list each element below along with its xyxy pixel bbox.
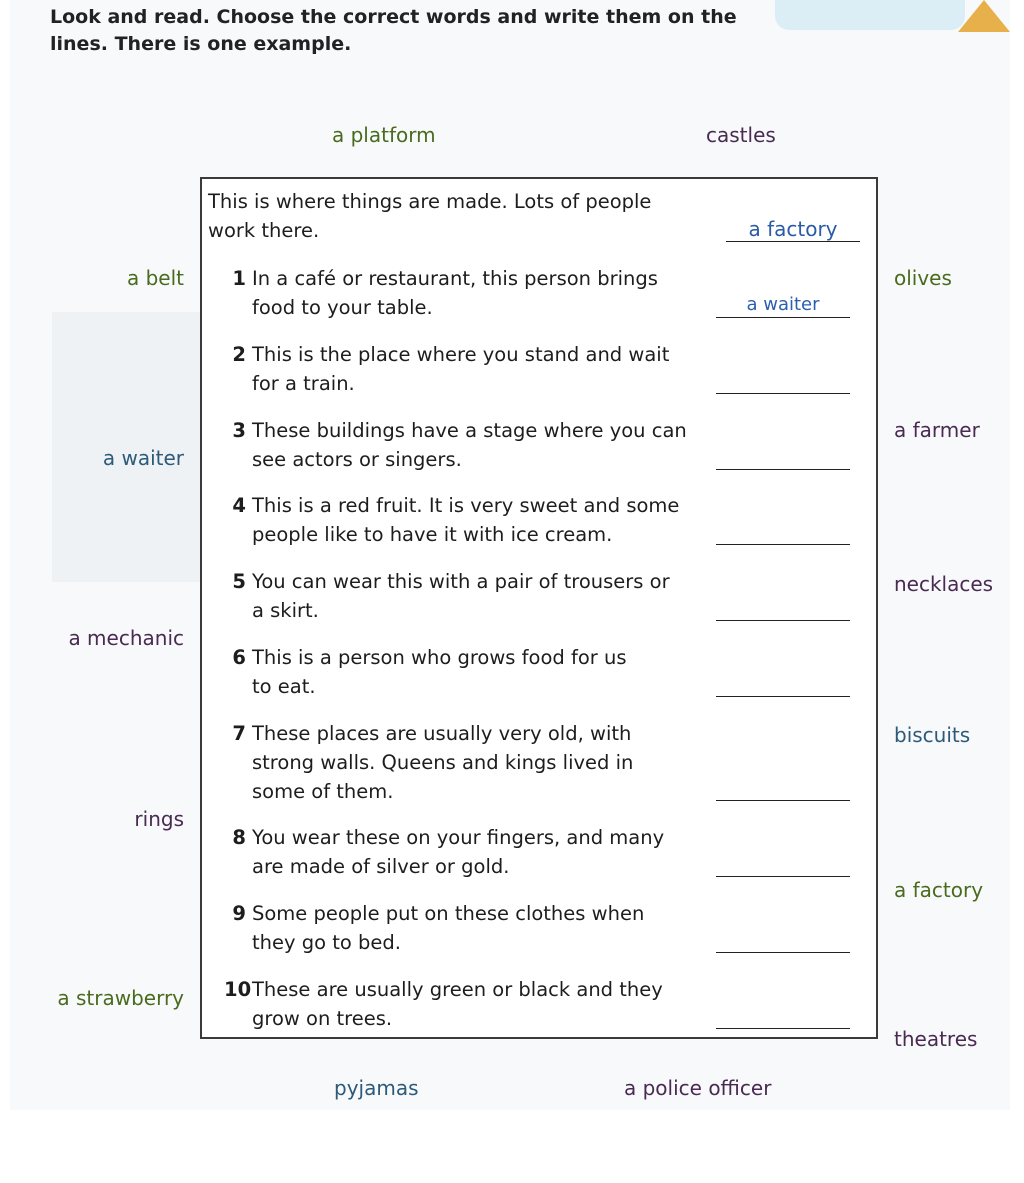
question-line: This is a person who grows food for us — [252, 646, 627, 669]
word-a-strawberry: a strawberry — [57, 986, 184, 1010]
question-line: strong walls. Queens and kings lived in — [252, 751, 634, 774]
question-line: You wear these on your fingers, and many — [252, 826, 665, 849]
question-number: 2 — [232, 343, 246, 366]
question-7 — [232, 719, 634, 806]
answer-field-3[interactable] — [716, 445, 850, 470]
example-line-1: This is where things are made. Lots of people — [208, 190, 652, 213]
question-line: Some people put on these clothes when — [252, 902, 645, 925]
example-line-2: work there. — [208, 219, 320, 242]
question-number: 10 — [224, 978, 252, 1001]
word-a-factory: a factory — [894, 878, 984, 902]
question-9 — [232, 899, 645, 957]
question-line: This is the place where you stand and wait — [252, 343, 670, 366]
question-number: 8 — [232, 826, 246, 849]
word-theatres: theatres — [894, 1027, 978, 1051]
question-number: 3 — [232, 419, 246, 442]
question-10 — [224, 975, 663, 1033]
question-line: grow on trees. — [252, 1007, 393, 1030]
question-line: These are usually green or black and they — [252, 978, 663, 1001]
example-item — [208, 187, 651, 245]
word-olives: olives — [894, 266, 952, 290]
answer-field-9[interactable] — [716, 928, 850, 953]
answer-field-4[interactable] — [716, 520, 850, 545]
question-line: see actors or singers. — [252, 448, 462, 471]
answer-field-6[interactable] — [716, 672, 850, 697]
question-line: This is a red fruit. It is very sweet and some — [252, 494, 680, 517]
question-line: food to your table. — [252, 296, 433, 319]
answer-field-7[interactable] — [716, 776, 850, 801]
questions-box — [200, 177, 878, 1039]
answer-field-10[interactable] — [716, 1004, 850, 1029]
answer-field-2[interactable] — [716, 369, 850, 394]
question-6 — [232, 643, 627, 701]
instructions: Look and read. Choose the correct words and write them on the lines. There is one example. — [50, 6, 737, 55]
question-3 — [232, 416, 687, 474]
question-number: 6 — [232, 646, 246, 669]
question-number: 5 — [232, 570, 246, 593]
question-line: for a train. — [252, 372, 355, 395]
question-line: In a café or restaurant, this person brings — [252, 267, 658, 290]
word-a-waiter: a waiter — [102, 446, 184, 470]
question-8 — [232, 823, 665, 881]
word-rings: rings — [134, 807, 184, 831]
answer-field-5[interactable] — [716, 596, 850, 621]
word-castles: castles — [706, 123, 776, 147]
question-line: to eat. — [252, 675, 316, 698]
question-line: You can wear this with a pair of trousers or — [252, 570, 670, 593]
word-a-platform: a platform — [332, 123, 436, 147]
question-line: These places are usually very old, with — [252, 722, 632, 745]
question-2 — [232, 340, 670, 398]
word-pyjamas: pyjamas — [334, 1076, 419, 1100]
question-number: 1 — [232, 267, 246, 290]
example-answer: a factory — [726, 217, 860, 242]
word-necklaces: necklaces — [894, 572, 994, 596]
answer-field-1[interactable]: a waiter — [716, 293, 850, 318]
question-line: people like to have it with ice cream. — [252, 523, 613, 546]
corner-triangle-icon — [958, 0, 1010, 32]
question-line: they go to bed. — [252, 931, 401, 954]
word-a-mechanic: a mechanic — [68, 626, 184, 650]
word-a-farmer: a farmer — [894, 418, 980, 442]
question-number: 9 — [232, 902, 246, 925]
question-line: some of them. — [252, 780, 394, 803]
corner-badge — [775, 0, 965, 30]
question-line: a skirt. — [252, 599, 319, 622]
question-5 — [232, 567, 670, 625]
question-line: These buildings have a stage where you can — [252, 419, 687, 442]
word-biscuits: biscuits — [894, 723, 971, 747]
word-a-police-officer: a police officer — [624, 1076, 772, 1100]
question-line: are made of silver or gold. — [252, 855, 510, 878]
question-number: 7 — [232, 722, 246, 745]
question-4 — [232, 491, 680, 549]
question-number: 4 — [232, 494, 246, 517]
question-1 — [232, 264, 658, 322]
word-a-belt: a belt — [126, 266, 184, 290]
answer-field-8[interactable] — [716, 852, 850, 877]
